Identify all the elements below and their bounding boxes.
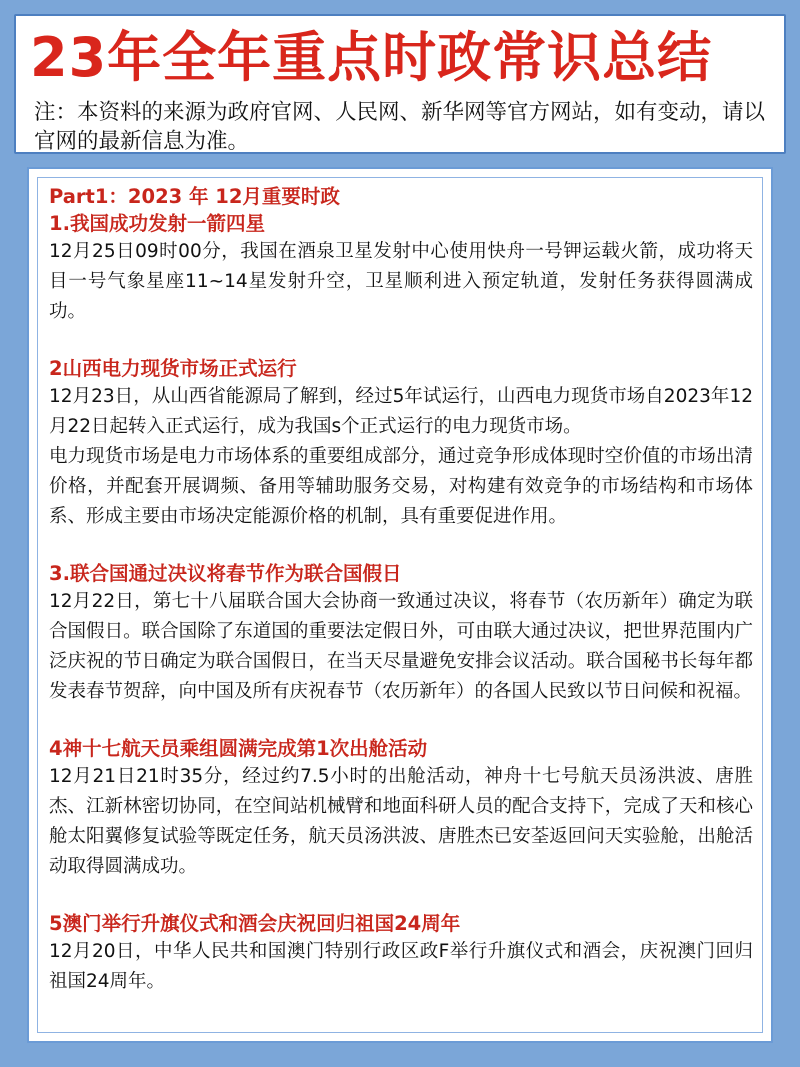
news-section (49, 560, 753, 707)
section-paragraph: 12月22日，第七十八届联合国大会协商一致通过决议，将春节（农历新年）确定为联合国假日。联合国除了东道国的重要法定假日外，可由联大通过决议，把世界范围内广泛庆祝的节日确定为联合国假日，在当天尽量避免安排会议活动。联合国秘书长每年都发表春节贺辞，向中国及所有庆祝春节（农历新年）的各国人民致以节日问候和祝福。 (49, 591, 753, 702)
source-note: 注：本资料的来源为政府官网、人民网、新华网等官方网站，如有变动，请以官网的最新信息为准。 (34, 100, 766, 154)
news-section (49, 735, 753, 882)
section-title: 4神十七航天员乘组圆满完成第1次出舱活动 (49, 737, 428, 760)
section-paragraph: 12月21日21时35分，经过约7.5小时的出舱活动，神舟十七号航天员汤洪波、唐胜杰、江新林密切协同，在空间站机械臂和地面科研人员的配合支持下，完成了天和核心舱太阳翼修复试验等既定任务，航天员汤洪波、唐胜杰已安荃返回问天实验舱，出舱活动取得圆满成功。 (49, 766, 753, 877)
content-card (27, 167, 773, 1043)
content-body (49, 183, 753, 997)
section-title: 3.联合国通过决议将春节作为联合国假日 (49, 562, 402, 585)
section-paragraph: 12月23日，从山西省能源局了解到，经过5年试运行，山西电力现货市场自2023年12月22日起转入正式运行，成为我国s个正式运行的电力现货市场。 (49, 386, 753, 437)
header-card (14, 14, 786, 154)
news-section (49, 910, 753, 997)
section-paragraph: 电力现货市场是电力市场体系的重要组成部分，通过竞争形成体现时空价值的市场出清价格，并配套开展调频、备用等辅助服务交易，对构建有效竞争的市场结构和市场体系、形成主要由市场决定能源价格的机制，具有重要促进作用。 (49, 446, 753, 527)
section-paragraph: 12月25日09时00分，我国在酒泉卫星发射中心使用快舟一号钾运载火箭，成功将天目一号气象星座11~14星发射升空，卫星顺利进入预定轨道，发射任务获得圆满成功。 (49, 241, 753, 322)
part-title: Part1：2023 年 12月重要时政 (49, 185, 340, 208)
section-paragraph: 12月20日，中华人民共和国澳门特别行政区政F举行升旗仪式和酒会，庆祝澳门回归祖国24周年。 (49, 941, 753, 992)
section-title: 2山西电力现货市场正式运行 (49, 357, 297, 380)
news-section (49, 355, 753, 532)
section-title: 1.我国成功发射一箭四星 (49, 212, 265, 235)
page-title: 23年全年重点时政常识总结 (30, 26, 713, 89)
section-title: 5澳门举行升旗仪式和酒会庆祝回归祖国24周年 (49, 912, 461, 935)
news-section (49, 210, 753, 327)
